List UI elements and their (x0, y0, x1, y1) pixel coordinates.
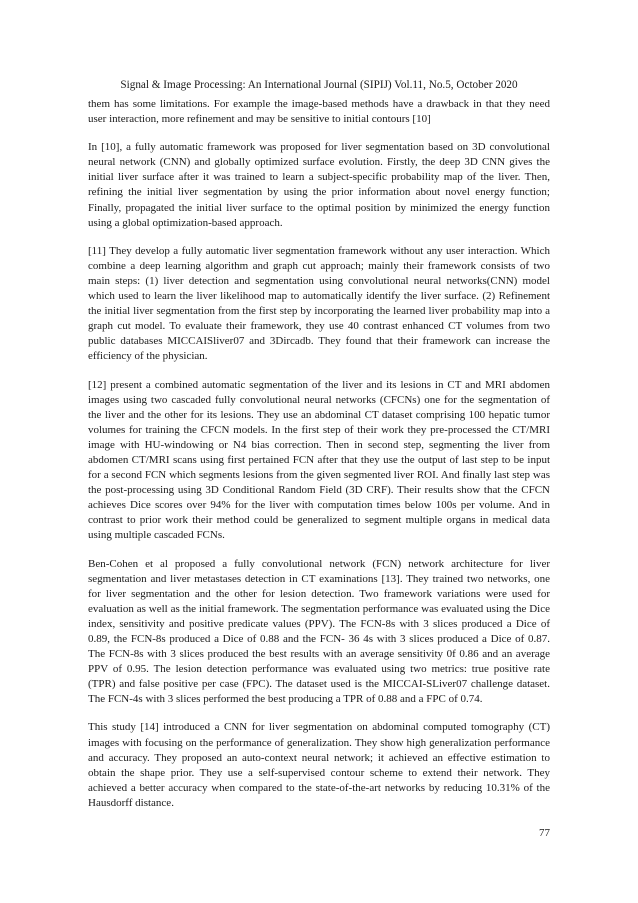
paragraph-ref-14: This study [14] introduced a CNN for liver segmentation on abdominal computed tomography (CT) images with focusing on the performance of generalization. They show high generalization performance and accuracy. They proposed an auto-context neural network; it achieved an effective estimation to obtain the shape prior. They use a self-supervised contour scheme to extend their network. They achieved a better accuracy when compared to the state-of-the-art networks by reducing 10.31% of the Hausdorff distance. (88, 721, 550, 809)
paragraph-limitations: them has some limitations. For example the image-based methods have a drawback in that they need user interaction, more refinement and may be sensitive to initial contours [10] (88, 98, 550, 126)
paragraph-ref-10: In [10], a fully automatic framework was proposed for liver segmentation based on 3D convolutional neural network (CNN) and globally optimized surface evolution. Firstly, the deep 3D CNN gives the initial liver surface after it was trained to learn a subject-specific probability map of the liver. Then, refining the initial liver segmentation by using the prior information about novel energy function; Finally, propagated the initial liver surface to the optimal position by minimized the energy function using a global optimization-based approach. (88, 141, 550, 229)
paragraph-ref-11: [11] They develop a fully automatic liver segmentation framework without any user interaction. Which combine a deep learning algorithm and graph cut approach; mainly their framework consists of two main steps: (1) liver detection and segmentation using convolutional neural networks(CNN) model which used to learn the liver likelihood map to automatically identify the liver surface. (2) Refinement the initial liver segmentation from the first step by incorporating the learned liver probability map into a graph cut model. To evaluate their framework, they use 40 contrast enhanced CT volumes from two public databases MICCAISliver07 and 3Dircadb. They found that their framework can increase the efficiency of the physician. (88, 244, 550, 363)
paragraph-ref-12: [12] present a combined automatic segmentation of the liver and its lesions in CT and MRI abdomen images using two cascaded fully convolutional neural networks (CFCNs) one for the segmentation of the liver and the other for its lesions. They use an abdominal CT dataset comprising 100 hepatic tumor volumes for training the CFCN models. In the first step of their work they pre-processed the CT/MRI image with HU-windowing or N4 bias correction. Then in second step, segmenting the liver from abdomen CT/MRI scans using first pertained FCN after that they use the output of last step to be input for a second FCN which segments lesions from the given segmented liver ROI. And finally last step was the post-processing using 3D Conditional Random Field (3D CRF). Their results show that the CFCN achieves Dice scores over 94% for the liver with computation times below 100s per volume. And in contrast to prior work their method could be generalized to segment multiple organs in medical data using multiple cascaded FCNs. (88, 378, 550, 542)
running-header: Signal & Image Processing: An International Journal (SIPIJ) Vol.11, No.5, October 2020 (120, 79, 518, 91)
page-number: 77 (539, 827, 550, 839)
body-text (88, 97, 550, 824)
paragraph-ref-13: Ben-Cohen et al proposed a fully convolutional network (FCN) network architecture for liver segmentation and liver metastases detection in CT examinations [13]. They trained two networks, one for liver segmentation and the other for lesion detection. Two framework variations were used for evaluation as well as the initial framework. The segmentation performance was evaluated using the Dice index, sensitivity and positive predicate values (PPV). The FCN-8s with 3 slices produced a Dice of 0.89, the FCN-8s produced a Dice of 0.88 and the FCN- 36 4s with 3 slices produced a Dice of 0.87. The FCN-8s with 3 slices produced the best results with an average sensitivity 0f 0.86 and an average PPV of 0.95. The lesion detection performance was evaluated using two metrics: true positive rate (TPR) and false positive per case (FPC). The dataset used is the MICCAI-SLiver07 challenge dataset. The FCN-4s with 3 slices performed the best producing a TPR of 0.88 and a FPC of 0.74. (88, 557, 550, 706)
